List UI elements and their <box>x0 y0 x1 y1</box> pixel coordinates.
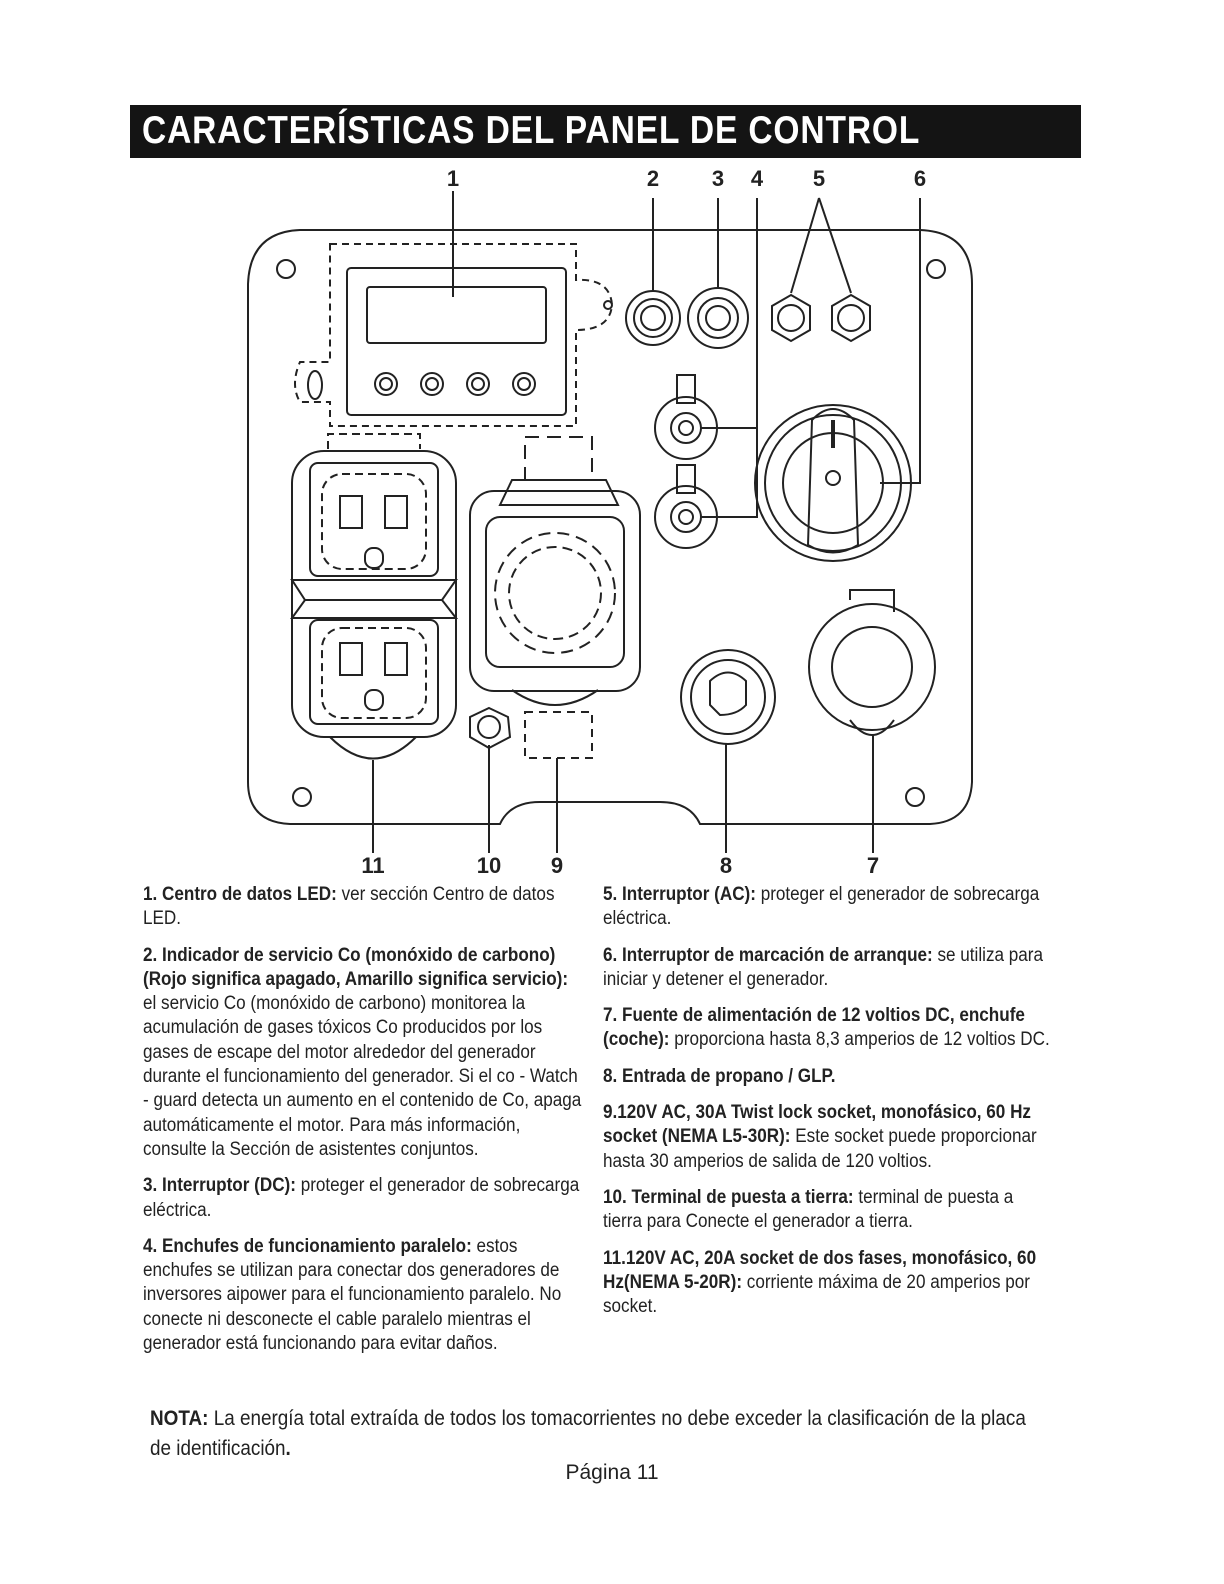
item-9: 9.120V AC, 30A Twist lock socket, monofásico, 60 Hz socket (NEMA L5-30R): Este socket puede proporcionar hasta 30 amperios de salida de 120 voltios. <box>603 1102 1037 1172</box>
callout-8: 8 <box>719 853 733 878</box>
item-7: 7. Fuente de alimentación de 12 voltios DC, enchufe (coche): proporciona hasta 8,3 amperios de 12 voltios DC. <box>603 1005 1050 1051</box>
callout-5: 5 <box>812 166 826 191</box>
callout-4: 4 <box>750 166 764 191</box>
description-column-right <box>603 883 1053 1331</box>
dc-12v-socket <box>809 604 935 730</box>
callout-9: 9 <box>550 853 564 878</box>
item-5: 5. Interruptor (AC): proteger el generador de sobrecarga eléctrica. <box>603 884 1040 930</box>
ground-terminal <box>470 708 510 748</box>
item-3: 3. Interruptor (DC): proteger el generador de sobrecarga eléctrica. <box>143 1175 580 1221</box>
callout-11: 11 <box>361 853 385 878</box>
led-button <box>467 373 489 395</box>
led-display <box>367 287 546 343</box>
item-1: 1. Centro de datos LED: ver sección Centro de datos LED. <box>143 884 555 930</box>
callout-10: 10 <box>476 853 502 878</box>
description-column-left <box>143 883 583 1368</box>
page-title: CARACTERÍSTICAS DEL PANEL DE CONTROL <box>142 109 921 152</box>
mounting-hole <box>277 260 295 278</box>
twist-lock-socket <box>495 533 615 653</box>
item-4: 4. Enchufes de funcionamiento paralelo: estos enchufes se utilizan para conectar dos generadores de inversores aipower para el funcionamiento paralelo. No conecte ni desconecte el cable paralelo mientras el generador está funcionando para evitar daños. <box>143 1235 562 1355</box>
item-2: 2. Indicador de servicio Co (monóxido de carbono) (Rojo significa apagado, Amarillo significa servicio): el servicio Co (monóxido de carbono) monitorea la acumulación de gases tóxicos Co producidos por los gases de escape del motor alrededor del generador durante el funcionamiento del generador. Si el co - Watch - guard detecta un aumento en el contenido de Co, apaga automáticamente el motor. Para más información, consulte la Sección de asistentes conjuntos. <box>143 944 582 1160</box>
mounting-hole <box>293 788 311 806</box>
duplex-outlet-frame <box>292 451 456 737</box>
propane-inlet <box>681 650 775 744</box>
led-button <box>421 373 443 395</box>
callout-3: 3 <box>711 166 725 191</box>
callout-1: 1 <box>446 166 460 191</box>
mounting-hole <box>927 260 945 278</box>
callout-2: 2 <box>646 166 660 191</box>
page-number: Página 11 <box>565 1461 659 1484</box>
callout-6: 6 <box>913 166 927 191</box>
item-10: 10. Terminal de puesta a tierra: terminal de puesta a tierra para Conecte el generador a tierra. <box>603 1186 1014 1233</box>
callout-7: 7 <box>866 853 880 878</box>
item-8: 8. Entrada de propano / GLP. <box>603 1065 836 1087</box>
note: NOTA: La energía total extraída de todos los tomacorrientes no debe exceder la clasificación de la placa de identificación. <box>150 1407 1026 1460</box>
item-11: 11.120V AC, 20A socket de dos fases, monofásico, 60 Hz(NEMA 5-20R): corriente máxima de 20 amperios por socket. <box>603 1247 1037 1318</box>
led-button <box>375 373 397 395</box>
item-6: 6. Interruptor de marcación de arranque: se utiliza para iniciar y detener el generador. <box>603 944 1044 990</box>
mounting-hole <box>906 788 924 806</box>
led-button <box>513 373 535 395</box>
